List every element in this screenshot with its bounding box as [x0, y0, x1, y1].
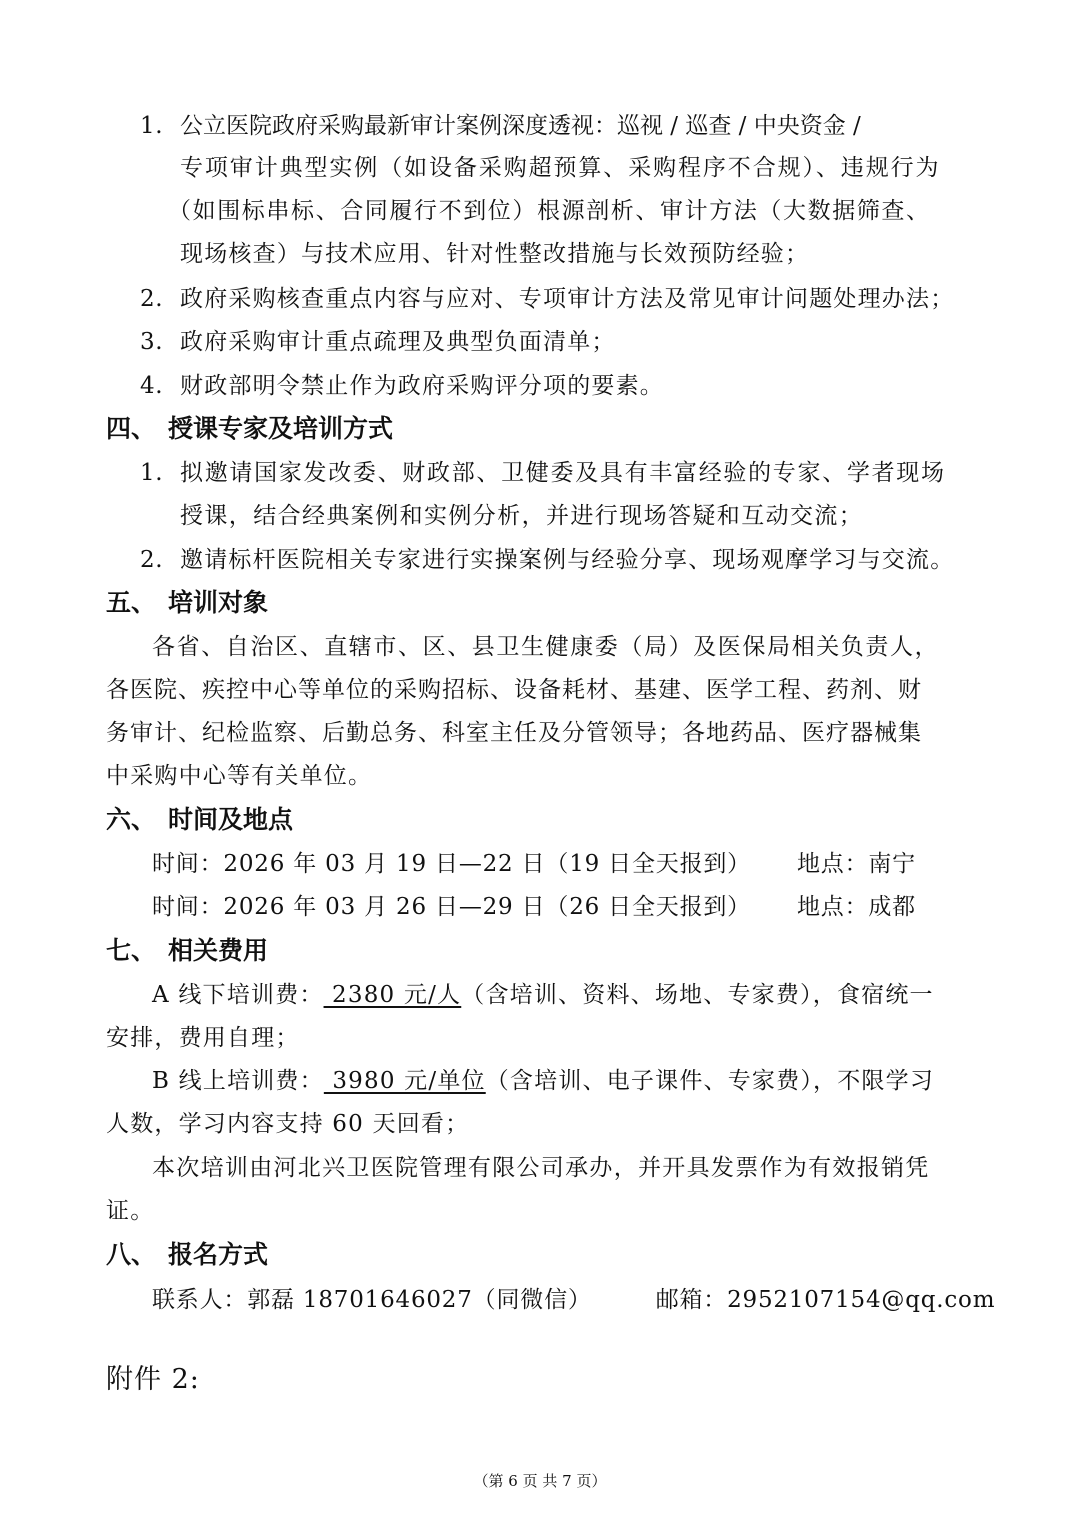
s4-item1-line2: 授课，结合经典案例和实例分析，并进行现场答疑和互动交流； — [180, 503, 864, 529]
section5-heading — [106, 586, 268, 620]
s3-item2-num: 2. — [140, 286, 164, 312]
s7-fee-b-amount: 3980 元/单位 — [323, 1068, 486, 1094]
s7-fee-a-prefix: A 线下培训费： — [152, 982, 324, 1008]
section5-number: 五、 — [106, 588, 157, 617]
s3-item1-line4: 现场核查）与技术应用、针对性整改措施与长效预防经验； — [180, 241, 810, 267]
s3-item1-line3: （如围标串标、合同履行不到位）根源剖析、审计方法（大数据筛查、 — [168, 198, 931, 224]
section5-title: 培训对象 — [168, 588, 269, 617]
s5-line2: 各医院、疾控中心等单位的采购招标、设备耗材、基建、医学工程、药剂、财 — [106, 677, 922, 703]
section6-title: 时间及地点 — [168, 805, 294, 834]
section8-number: 八、 — [106, 1240, 157, 1269]
s7-note-line2: 证。 — [106, 1198, 155, 1224]
s7-fee-b — [152, 1065, 934, 1097]
s7-fee-a-amount: 2380 元/人 — [323, 982, 462, 1008]
section7-heading — [106, 934, 268, 968]
s5-line3: 务审计、纪检监察、后勤总务、科室主任及分管领导；各地药品、医疗器械集 — [106, 720, 922, 746]
s6-row2-place: 地点：成都 — [796, 894, 916, 920]
s6-row1 — [152, 848, 916, 880]
section7-number: 七、 — [106, 936, 157, 965]
s3-item3-text: 政府采购审计重点疏理及典型负面清单； — [180, 329, 616, 355]
s5-line1: 各省、自治区、直辖市、区、县卫生健康委（局）及医保局相关负责人， — [152, 634, 940, 660]
section4-heading — [106, 412, 393, 446]
s8-contact-row — [152, 1284, 995, 1316]
s4-item2-num: 2. — [140, 547, 164, 573]
s3-item1-num: 1. — [140, 113, 164, 139]
s7-fee-b-prefix: B 线上培训费： — [152, 1068, 324, 1094]
s3-item3-num: 3. — [140, 329, 164, 355]
section4-number: 四、 — [106, 414, 157, 443]
s3-item1-line1: 公立医院政府采购最新审计案例深度透视：巡视 / 巡查 / 中央资金 / — [180, 113, 861, 139]
s7-fee-a-rest: （含培训、资料、场地、专家费），食宿统一 — [461, 982, 934, 1008]
s3-item4-text: 财政部明令禁止作为政府采购评分项的要素。 — [180, 373, 664, 399]
s8-contact: 联系人：郭磊 18701646027（同微信） — [152, 1287, 592, 1313]
attachment-label: 附件 2: — [106, 1364, 200, 1395]
s6-row1-place: 地点：南宁 — [796, 851, 916, 877]
s7-fee-a — [152, 979, 934, 1011]
page-footer: （第 6 页 共 7 页） — [473, 1472, 607, 1490]
section6-number: 六、 — [106, 805, 157, 834]
s4-item2-text: 邀请标杆医院相关专家进行实操案例与经验分享、现场观摩学习与交流。 — [180, 547, 955, 573]
section8-heading — [106, 1238, 268, 1272]
s4-item1-line1: 拟邀请国家发改委、财政部、卫健委及具有丰富经验的专家、学者现场 — [180, 460, 946, 486]
s8-email: 邮箱：2952107154@qq.com — [655, 1287, 996, 1313]
s3-item1-line2: 专项审计典型实例（如设备采购超预算、采购程序不合规）、违规行为 — [180, 155, 941, 181]
s6-row2 — [152, 891, 916, 923]
s7-fee-b-rest: （含培训、电子课件、专家费），不限学习 — [485, 1068, 935, 1094]
s3-item4-num: 4. — [140, 373, 164, 399]
s4-item1-num: 1. — [140, 460, 164, 486]
section6-heading — [106, 803, 293, 837]
s6-row1-time: 时间：2026 年 03 月 19 日—22 日（19 日全天报到） — [152, 851, 751, 877]
s7-fee-a-line2: 安排，费用自理； — [106, 1025, 300, 1051]
s7-note-line1: 本次培训由河北兴卫医院管理有限公司承办，并开具发票作为有效报销凭 — [152, 1155, 930, 1181]
section7-title: 相关费用 — [168, 936, 269, 965]
section8-title: 报名方式 — [168, 1240, 269, 1269]
s5-line4: 中采购中心等有关单位。 — [106, 763, 373, 789]
section4-title: 授课专家及培训方式 — [168, 414, 394, 443]
s6-row2-time: 时间：2026 年 03 月 26 日—29 日（26 日全天报到） — [152, 894, 751, 920]
s7-fee-b-line2: 人数，学习内容支持 60 天回看； — [106, 1111, 470, 1137]
s3-item2-text: 政府采购核查重点内容与应对、专项审计方法及常见审计问题处理办法； — [180, 286, 955, 312]
